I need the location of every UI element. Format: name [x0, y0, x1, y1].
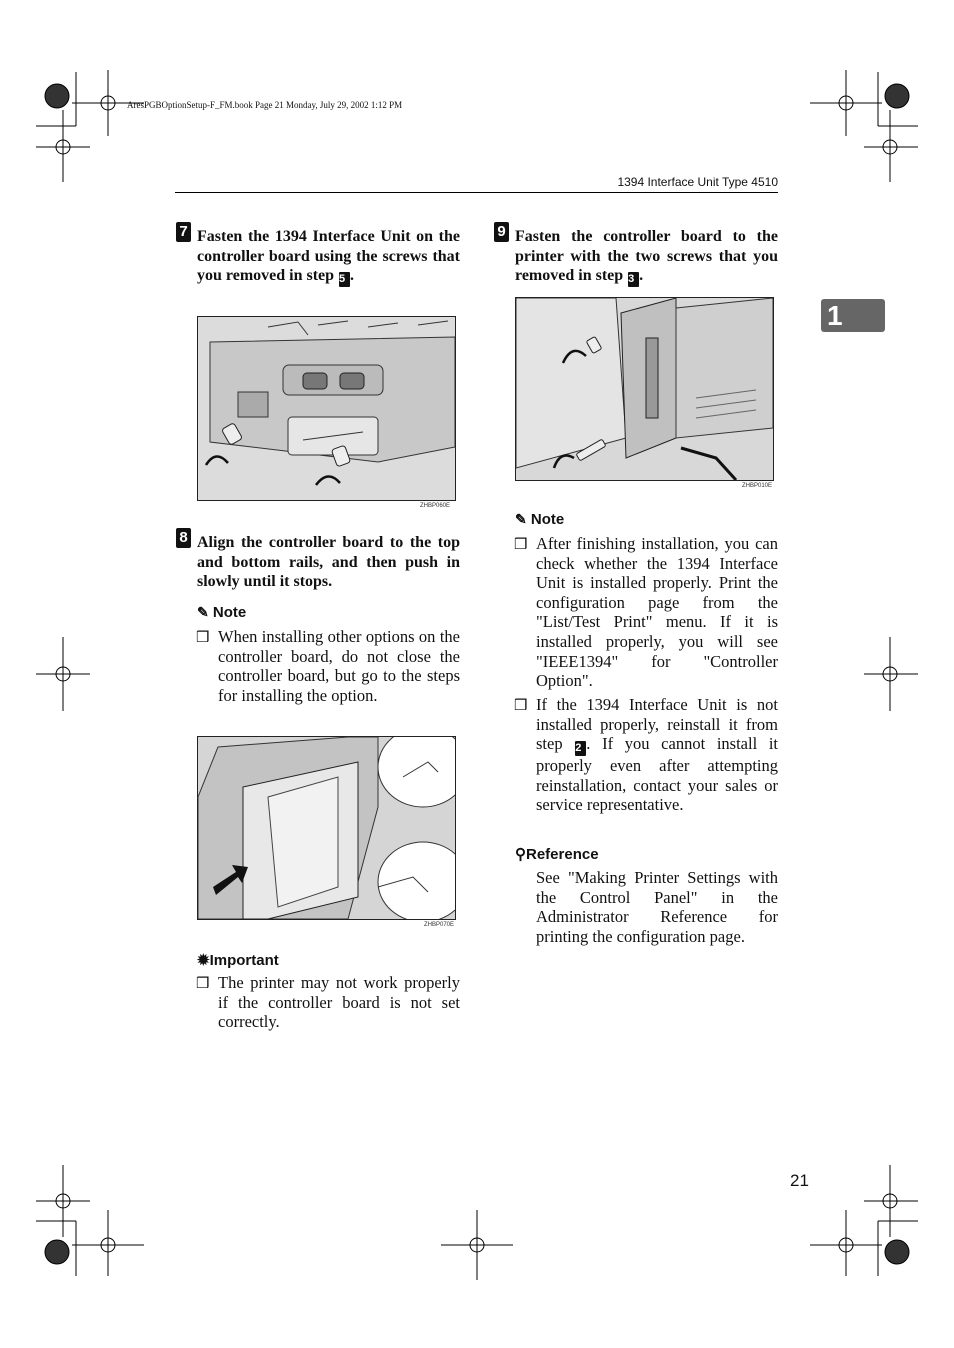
step-8-text: Align the controller board to the top and bottom rails, and then push in slowly until it stops.: [197, 534, 460, 591]
important-icon: ✹: [197, 952, 210, 969]
note-heading: [515, 511, 564, 528]
interface-unit-illustration: [198, 317, 455, 500]
step-8-number: 8: [176, 528, 191, 548]
note-label: Note: [212, 604, 247, 621]
chapter-tab-number: 1: [827, 300, 843, 331]
figure-interface-unit-screws: [197, 316, 456, 501]
controller-board-illustration: [198, 737, 455, 919]
header-rule: [175, 192, 778, 193]
important-bullet: ❒: [196, 974, 210, 992]
chapter-tab: [821, 299, 885, 332]
printer-side-illustration: [516, 298, 773, 480]
reference-label: Reference: [526, 846, 599, 863]
note-step-ref: 2: [575, 741, 586, 756]
figure-controller-board-screws: [515, 297, 774, 481]
magnifier-icon: ⚲: [515, 846, 526, 863]
note-text: When installing other options on the controller board, do not close the controller board, but go to the steps for installing the option.: [218, 627, 460, 705]
important-text: The printer may not work properly if the controller board is not set correctly.: [218, 973, 460, 1032]
note-label: Note: [530, 511, 565, 528]
figure-caption: ZHBP070E: [424, 922, 455, 928]
figure-controller-board-rails: [197, 736, 456, 920]
step-9-ref: 3: [628, 272, 639, 287]
note-heading: [197, 604, 246, 621]
book-info: AresPGBOptionSetup-F_FM.book Page 21 Monday, July 29, 2002 1:12 PM: [127, 100, 403, 110]
note-text: [536, 695, 778, 815]
note-text-before: If the 1394 Interface Unit is not installed properly, reinstall it from step: [536, 695, 778, 754]
step-7-ref: 5: [339, 272, 350, 287]
important-label: Important: [209, 952, 279, 969]
note-bullet: ❒: [514, 696, 528, 714]
figure-caption: ZHBP060E: [420, 503, 451, 509]
page-number: 21: [790, 1171, 809, 1190]
reference-heading: [515, 845, 599, 863]
important-heading: [197, 951, 279, 969]
step-7-text: [197, 227, 460, 287]
pencil-icon: ✎: [515, 511, 527, 527]
note-text: After finishing installation, you can check whether the 1394 Interface Unit is installed properly. Print the configuration page from the "List/Test Print" menu. If it is installed properly, you will see "IEEE1394" for "Controller Option".: [536, 534, 778, 691]
note-bullet: ❒: [514, 535, 528, 553]
step-9-end: .: [639, 267, 644, 285]
step-7-instruction: Fasten the 1394 Interface Unit on the controller board using the screws that you removed in step: [197, 228, 460, 285]
figure-caption: ZHBP010E: [742, 483, 773, 489]
step-9-text: [515, 227, 778, 287]
step-7-end: .: [350, 267, 355, 285]
note-bullet: ❒: [196, 628, 210, 646]
step-9-instruction: Fasten the controller board to the printer with the two screws that you removed in step: [515, 228, 778, 285]
step-7-number: 7: [176, 222, 191, 242]
running-title: 1394 Interface Unit Type 4510: [617, 175, 778, 189]
reference-text: See "Making Printer Settings with the Control Panel" in the Administrator Reference for printing the configuration page.: [536, 868, 778, 946]
step-9-number: 9: [494, 222, 509, 242]
pencil-icon: ✎: [197, 604, 209, 620]
note-text-after: . If you cannot install it properly even after attempting reinstallation, contact your sales or service representative.: [536, 734, 778, 815]
